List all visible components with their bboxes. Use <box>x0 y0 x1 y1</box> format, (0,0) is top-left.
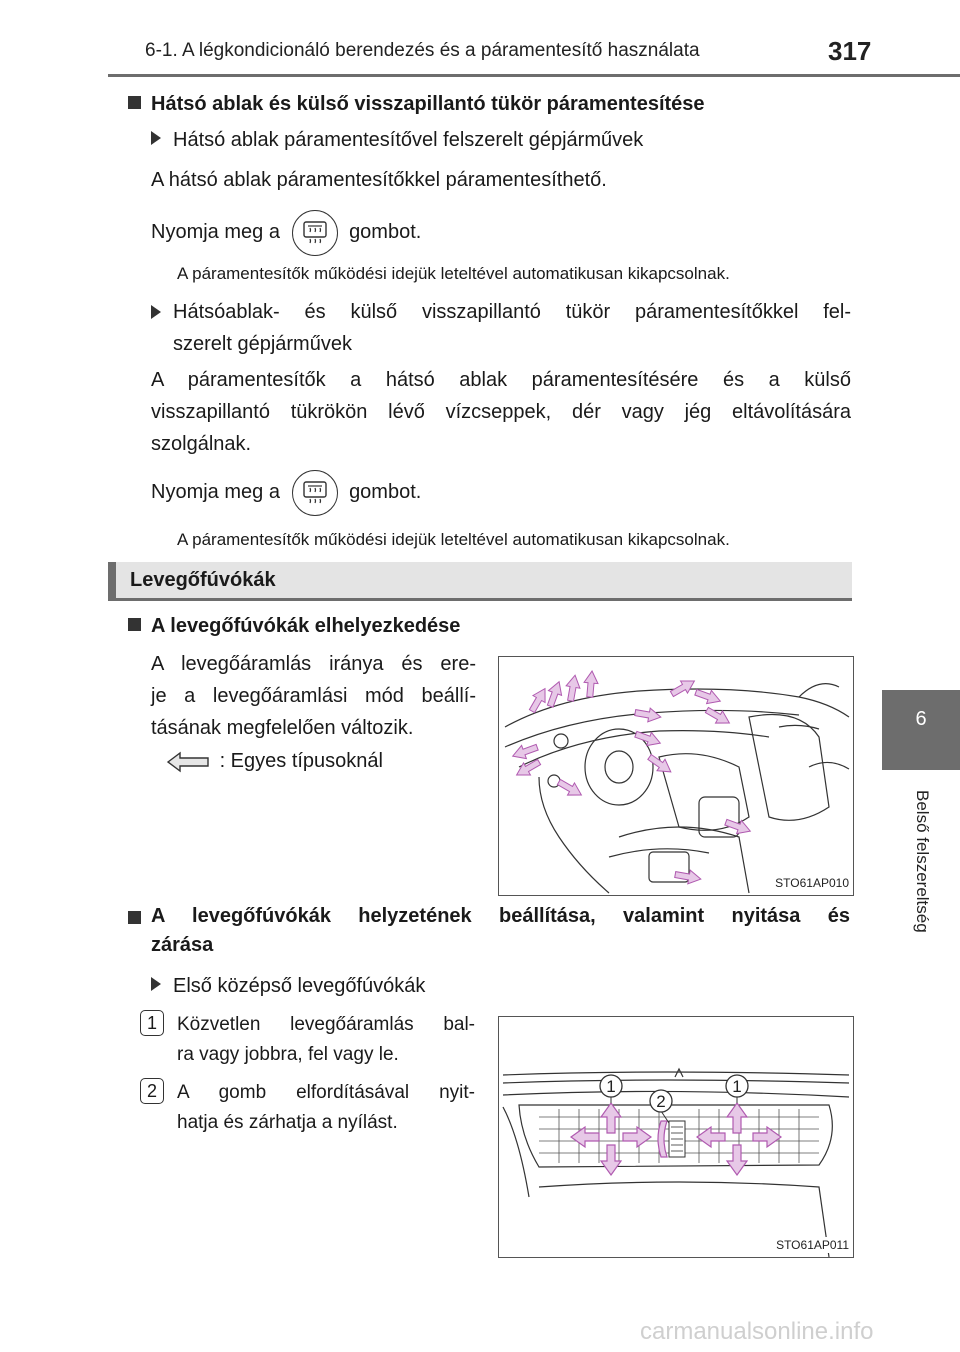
figure-center-vents <box>498 1016 854 1258</box>
section-bar-title: Levegőfúvókák <box>130 569 276 591</box>
sub-heading-text: A levegőfúvókák elhelyezkedése <box>151 615 461 637</box>
press-text-after: gombot. <box>349 481 422 503</box>
item-title-text: Első középső levegőfúvókák <box>173 975 426 997</box>
section-bar-rule <box>108 598 852 601</box>
item-1-line-1: Közvetlen levegőáramlás bal- <box>177 1014 475 1035</box>
step-number-1: 1 <box>140 1010 164 1036</box>
sub-heading-line-1: Hátsóablak- és külső visszapillantó tükör páramentesítőkkel fel- <box>173 301 851 323</box>
legend-text: : Egyes típusoknál <box>219 750 383 772</box>
header-rule <box>108 74 960 77</box>
section-heading-defogger <box>128 93 705 116</box>
sub-heading-text: Hátsó ablak páramentesítővel felszerelt gépjárművek <box>173 129 644 151</box>
callout-label-2: 2 <box>656 1092 666 1111</box>
press-text-before: Nyomja meg a <box>151 221 280 243</box>
chapter-number: 6 <box>915 708 927 730</box>
note-auto-off-2: A páramentesítők működési idejük leteltével automatikusan kikapcsolnak. <box>177 530 730 549</box>
rear-defogger-button-icon <box>292 210 338 256</box>
triangle-bullet-icon <box>151 305 161 319</box>
callout-label-1a: 1 <box>606 1077 616 1096</box>
rear-defogger-button-icon <box>292 470 338 516</box>
step-number-2: 2 <box>140 1078 164 1104</box>
item-1-description <box>177 1010 475 1070</box>
paragraph-line-2: je a levegőáramlási mód beállí- <box>151 685 476 707</box>
rear-defogger-icon <box>301 479 329 507</box>
sub-heading-line-2: zárása <box>151 934 214 956</box>
cabin-illustration <box>499 657 853 895</box>
sub-heading-vent-adjust <box>128 905 850 957</box>
rear-defogger-icon <box>301 219 329 247</box>
paragraph-line-1: A levegőáramlás iránya és ere- <box>151 653 476 675</box>
figure-code-1: STO61AP010 <box>775 876 849 890</box>
vent-direction-arrow-icon <box>166 750 210 774</box>
figure-code-2: STO61AP011 <box>776 1238 849 1252</box>
center-vent-illustration <box>499 1017 853 1257</box>
page-number: 317 <box>828 36 872 66</box>
item-2-line-1: A gomb elfordításával nyit- <box>177 1082 475 1103</box>
paragraph-rear-window: A hátsó ablak páramentesítőkkel páramentesíthető. <box>151 169 607 191</box>
section-heading-text: Hátsó ablak és külső visszapillantó tükör páramentesítése <box>151 93 705 115</box>
press-instruction-1 <box>151 208 421 256</box>
paragraph-line-1: A páramentesítők a hátsó ablak páramentesítésére és a külső <box>151 369 851 391</box>
chapter-label: Belső felszereltség <box>913 790 932 933</box>
square-bullet-icon <box>128 96 141 109</box>
square-bullet-icon <box>128 911 141 924</box>
press-text-before: Nyomja meg a <box>151 481 280 503</box>
item-title-front-center-vents <box>151 970 425 1002</box>
figure-vent-locations <box>498 656 854 896</box>
item-1-line-2: ra vagy jobbra, fel vagy le. <box>177 1044 399 1065</box>
section-bar-vents <box>108 562 852 600</box>
paragraph-line-3: szolgálnak. <box>151 433 252 455</box>
triangle-bullet-icon <box>151 977 161 991</box>
item-2-line-2: hatja és zárhatja a nyílást. <box>177 1112 398 1133</box>
sub-heading-line-1: A levegőfúvókák helyzetének beállítása, valamint nyitása és <box>151 905 850 927</box>
paragraph-line-2: visszapillantó tükrökön lévő vízcseppek, dér vagy jég eltávolítására <box>151 401 851 423</box>
press-instruction-2 <box>151 468 421 516</box>
press-text-after: gombot. <box>349 221 422 243</box>
triangle-bullet-icon <box>151 131 161 145</box>
paragraph-mirror <box>151 364 851 460</box>
sub-heading-vent-location <box>128 615 460 638</box>
callout-label-1b: 1 <box>732 1077 742 1096</box>
sub-heading-mirror <box>151 296 851 360</box>
item-2-description <box>177 1078 475 1138</box>
legend-some-models <box>166 745 383 777</box>
square-bullet-icon <box>128 618 141 631</box>
airflow-arrows <box>510 670 752 886</box>
watermark-text: carmanualsonline.info <box>640 1318 874 1345</box>
paragraph-airflow <box>151 648 476 744</box>
sub-heading-rear-window <box>151 124 643 156</box>
paragraph-line-3: tásának megfelelően változik. <box>151 717 414 739</box>
note-auto-off-1: A páramentesítők működési idejük leteltével automatikusan kikapcsolnak. <box>177 264 730 283</box>
sub-heading-line-2: szerelt gépjárművek <box>173 333 352 355</box>
header-title: 6-1. A légkondicionáló berendezés és a páramentesítő használata <box>145 40 700 61</box>
